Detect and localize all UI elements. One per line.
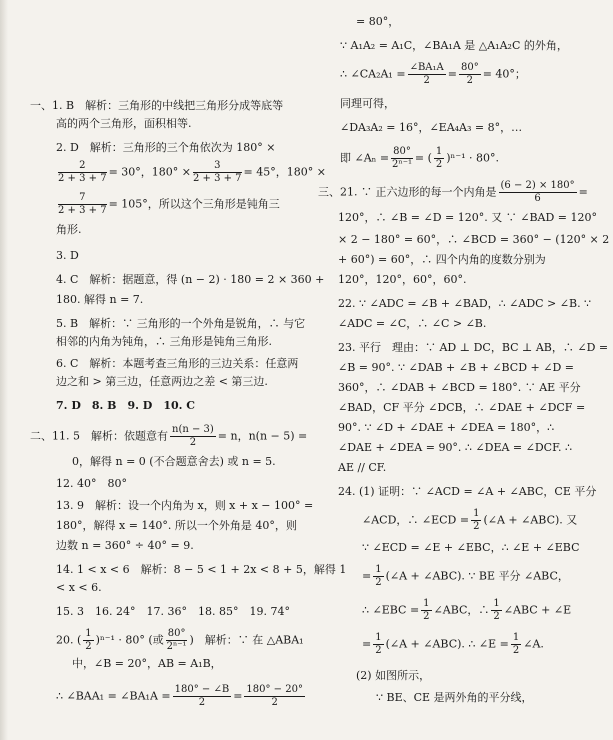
fraction: $\frac{1}{2}$	[423, 598, 430, 622]
answer-21: 三、21. ∵ 正六边形的每一个内角是 $\frac{(6 - 2) \times 180^\circ}{6}$ =	[318, 180, 588, 204]
answer-22: 22. ∵ ∠ADC = ∠B + ∠BAD，∴ ∠ADC > ∠B. ∵	[338, 297, 592, 310]
answer-23-line7: AE // CF.	[338, 461, 387, 474]
fraction: $\frac{(6 - 2) \times 180^\circ}{6}$	[500, 180, 575, 204]
answer-21-line3: × 2 − 180° = 60°，∴ ∠BCD = 360° − (120° × 2	[338, 233, 610, 246]
answer-21-line2: 120°，∴ ∠B = ∠D = 120°. 又 ∵ ∠BAD = 120°	[338, 211, 597, 224]
answer-23: 23. 平行 理由：∵ AD ⊥ DC，BC ⊥ AB，∴ ∠D =	[338, 341, 609, 354]
answer-21-line4: + 60°) = 60°，∴ 四个内角的度数分别为	[338, 253, 546, 266]
answer-20-cont-6: 即 ∠Aₙ = $\frac{80^\circ}{\text{2ⁿ⁻¹}}$ = ( $\frac{1}{2}$ )ⁿ⁻¹ · 80°.	[340, 146, 500, 170]
answer-24-line6: = $\frac{1}{2}$ (∠A + ∠ABC). ∴ ∠E = $\frac{1}{2}$ ∠A.	[362, 632, 544, 656]
answer-6-cont: 边之和 > 第三边，任意两边之差 < 第三边.	[56, 375, 268, 388]
fraction: $\frac{n(n - 3)}{2}$	[172, 424, 214, 448]
answer-20: 20. ( $\frac{1}{2}$ )ⁿ⁻¹ · 80° (或 $\frac{80^\circ}{\text{2ⁿ⁻¹}}$ ) 解析：∵ 在 △ABA₁	[56, 628, 304, 652]
answer-21-line5: 120°，120°，60°，60°.	[338, 273, 467, 286]
answer-23-line4: ∠BAD，CF 平分 ∠DCB，∴ ∠DAE + ∠DCF =	[338, 401, 586, 414]
answer-5: 5. B 解析：∵ 三角形的一个外角是锐角，∴ 与它	[56, 317, 306, 330]
fraction: $\frac{1}{2}$	[375, 564, 382, 588]
answer-24-part2-line2: ∵ BE、CE 是两外角的平分线，	[376, 691, 533, 704]
answer-4: 4. C 解析：据题意，得 (n − 2) · 180 = 2 × 360 +	[56, 273, 325, 286]
answer-20-cont: = 80°，	[356, 15, 400, 28]
answer-13-line3: 边数 n = 360° ÷ 40° = 9.	[56, 539, 194, 552]
answer-15-19: 15. 3 16. 24° 17. 36° 18. 85° 19. 74°	[56, 605, 290, 618]
fraction: $\frac{1}{2}$	[473, 508, 480, 532]
fraction: $\frac{180^\circ - 20^\circ}{2}$	[246, 684, 303, 708]
answer-20-cont-5: ∠DA₃A₂ = 16°，∠EA₄A₃ = 8°，…	[340, 121, 523, 134]
answer-20-cont-3: ∴ ∠CA₂A₁ = $\frac{\text{∠BA₁A}}{2}$ = $\frac{80^\circ}{2}$ = 40°；	[340, 62, 526, 86]
answer-20-cont-2: ∵ A₁A₂ = A₁C，∠BA₁A 是 △A₁A₂C 的外角，	[340, 39, 568, 52]
answer-1: 一、1. B 解析：三角形的中线把三角形分成等底等	[30, 99, 284, 112]
answer-13: 13. 9 解析：设一个内角为 x，则 x + x − 100° =	[56, 499, 314, 512]
answer-24: 24. (1) 证明：∵ ∠ACD = ∠A + ∠ABC，CE 平分	[338, 485, 597, 498]
answer-24-line5: ∴ ∠EBC = $\frac{1}{2}$ ∠ABC，∴ $\frac{1}{2}$ ∠ABC + ∠E	[362, 598, 572, 622]
answer-22-cont: ∠ADC = ∠C，∴ ∠C > ∠B.	[338, 317, 487, 330]
answer-23-line6: ∠DAE + ∠DEA = 90°. ∴ ∠DEA = ∠DCF. ∴	[338, 441, 573, 454]
answer-12: 12. 40° 80°	[56, 477, 127, 490]
fraction: $\frac{80^\circ}{\text{2ⁿ⁻¹}}$	[166, 628, 187, 652]
fraction: $\frac{3}{2 + 3 + 7}$	[192, 160, 242, 184]
answer-14: 14. 1 < x < 6 解析：8 − 5 < 1 + 2x < 8 + 5，解得 1	[56, 563, 347, 576]
answer-7-10: 7. D 8. B 9. D 10. C	[56, 399, 196, 412]
fraction: $\frac{80^\circ}{2}$	[460, 62, 479, 86]
answer-20-line3: ∴ ∠BAA₁ = ∠BA₁A = $\frac{180^\circ - \angle B}{2}$ = $\frac{180^\circ - 20^\circ}{2}$	[56, 684, 303, 708]
answer-14-cont: < x < 6.	[56, 581, 102, 594]
answer-2-line3: $\frac{7}{2 + 3 + 7}$ = 105°，所以这个三角形是钝角三	[58, 192, 280, 216]
fraction: $\frac{1}{2}$	[493, 598, 500, 622]
answer-24-line3: ∵ ∠ECD = ∠E + ∠EBC，∴ ∠E + ∠EBC	[362, 541, 580, 554]
answer-20-cont-4: 同理可得，	[340, 97, 395, 110]
fraction: $\frac{1}{2}$	[85, 628, 92, 652]
answer-2: 2. D 解析：三角形的三个角依次为 180° ×	[56, 141, 276, 154]
answer-24-part2: (2) 如图所示，	[356, 669, 431, 682]
fraction: $\frac{2}{2 + 3 + 7}$	[58, 160, 107, 184]
answer-4-cont: 180. 解得 n = 7.	[56, 293, 144, 306]
answer-1-cont: 高的两个三角形，面积相等.	[56, 117, 192, 130]
answer-13-line2: 180°，解得 x = 140°. 所以一个外角是 40°，则	[56, 519, 297, 532]
answer-2-line2: $\frac{2}{2 + 3 + 7}$ = 30°，180° × $\frac{3}{2 + 3 + 7}$ = 45°，180° ×	[58, 160, 326, 184]
answer-11-cont: 0，解得 n = 0 (不合题意舍去) 或 n = 5.	[72, 455, 276, 468]
answer-2-line4: 角形.	[56, 223, 82, 236]
fraction: $\frac{180^\circ - \angle B}{2}$	[174, 684, 230, 708]
fraction: $\frac{1}{2}$	[512, 632, 520, 656]
answer-3: 3. D	[56, 249, 79, 262]
answer-23-line3: 360°，∴ ∠DAB + ∠BCD = 180°. ∵ AE 平分	[338, 381, 581, 394]
fraction: $\frac{1}{2}$	[435, 146, 443, 170]
answer-5-cont: 相邻的内角为钝角，∴ 三角形是钝角三角形.	[56, 335, 272, 348]
page-binding-shadow	[0, 0, 8, 740]
answer-23-line5: 90°. ∵ ∠D + ∠DAE + ∠DEA = 180°，∴	[338, 421, 555, 434]
fraction: $\frac{1}{2}$	[375, 632, 382, 656]
answer-11: 二、11. 5 解析：依题意有 $\frac{n(n - 3)}{2}$ = n，n(n − 5) =	[30, 424, 308, 448]
answer-20-line2: 中，∠B = 20°，AB = A₁B，	[72, 657, 222, 670]
answer-23-line2: ∠B = 90°. ∵ ∠DAB + ∠B + ∠BCD + ∠D =	[338, 361, 574, 374]
fraction: $\frac{\text{∠BA₁A}}{2}$	[409, 62, 444, 86]
fraction: $\frac{7}{2 + 3 + 7}$	[58, 192, 107, 216]
answer-24-line2: ∠ACD，∴ ∠ECD = $\frac{1}{2}$ (∠A + ∠ABC). 又	[362, 508, 578, 532]
answer-6: 6. C 解析：本题考查三角形的三边关系：任意两	[56, 357, 299, 370]
fraction: $\frac{80^\circ}{\text{2ⁿ⁻¹}}$	[392, 146, 412, 170]
answer-24-line4: = $\frac{1}{2}$ (∠A + ∠ABC). ∵ BE 平分 ∠ABC，	[362, 564, 569, 588]
